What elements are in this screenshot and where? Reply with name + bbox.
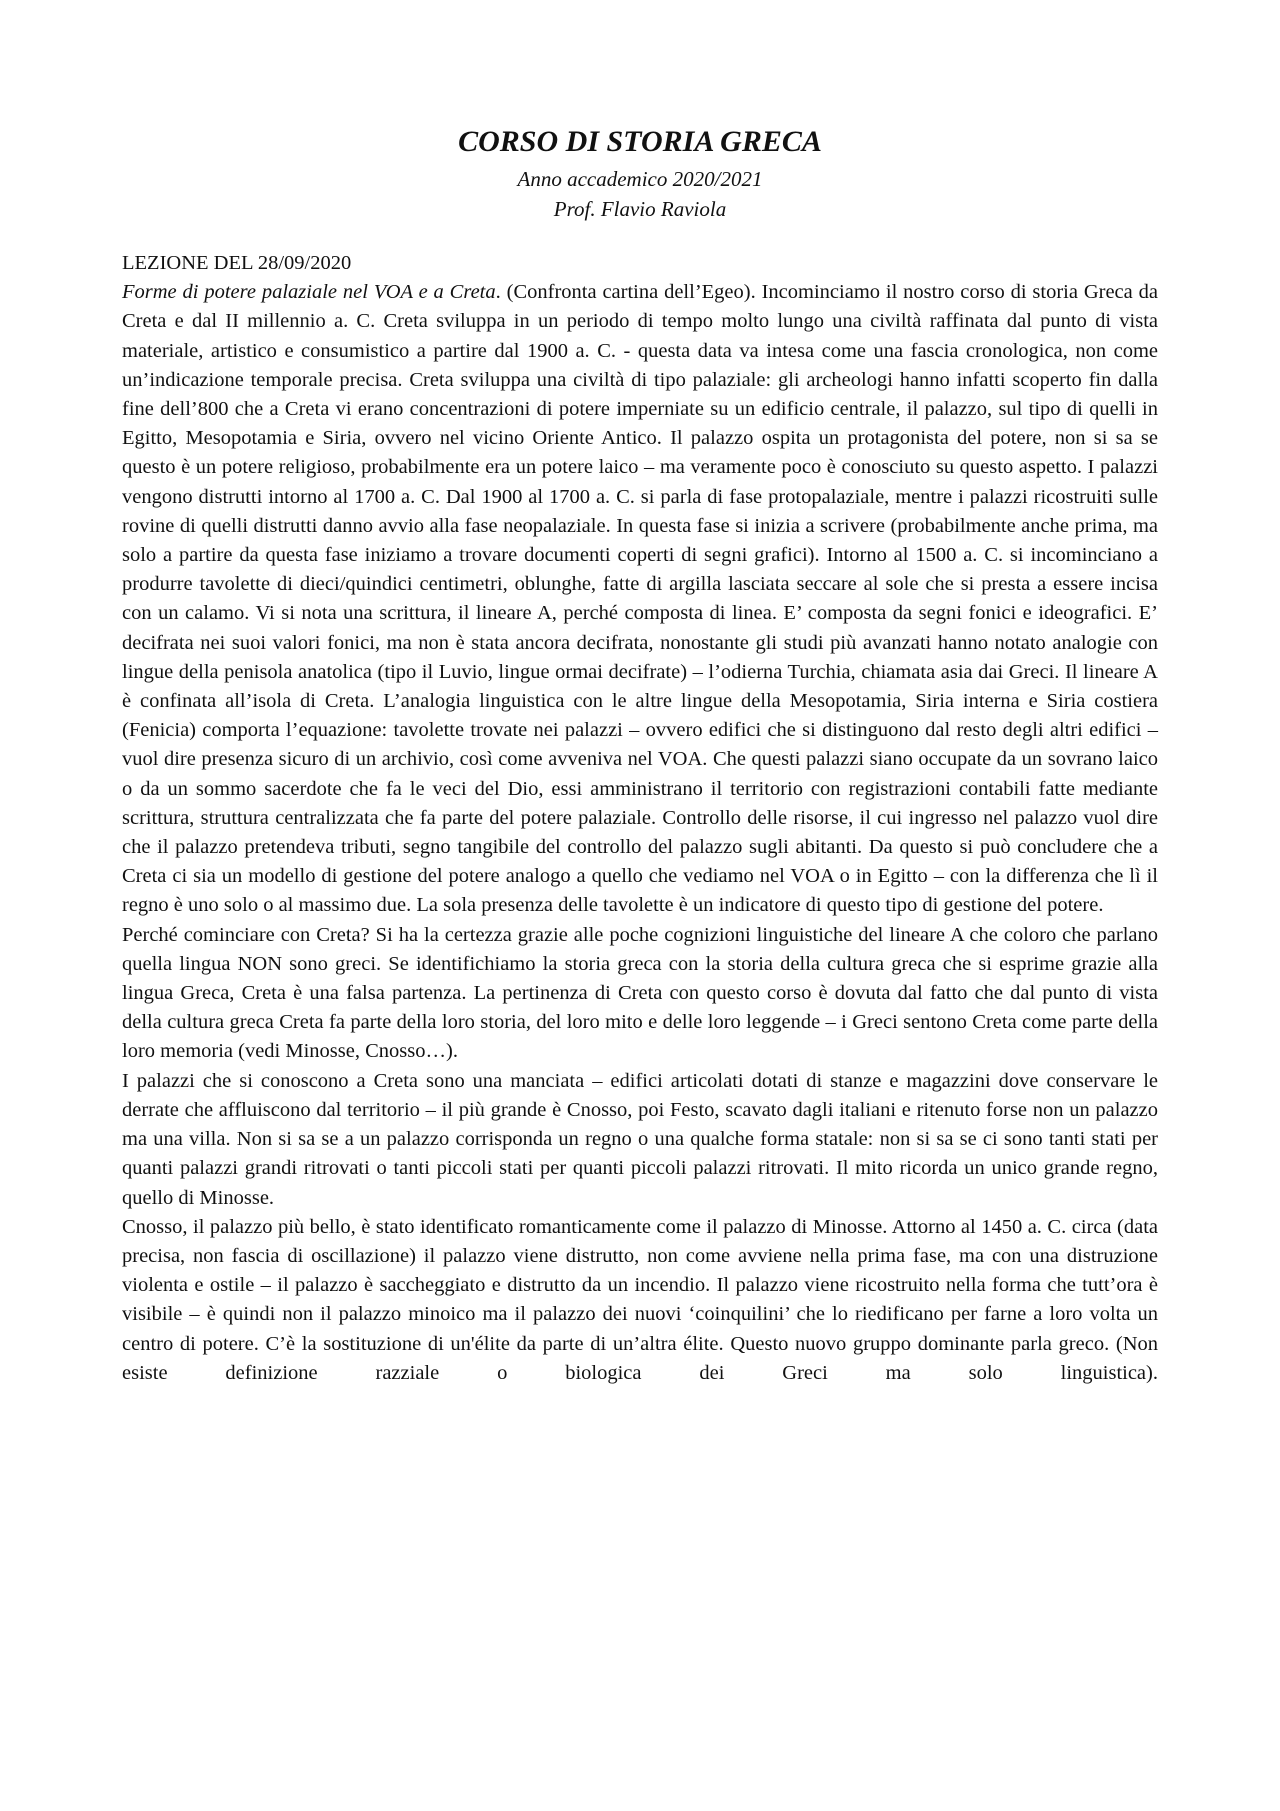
paragraph-2: Perché cominciare con Creta? Si ha la certezza grazie alle poche cognizioni linguistiche del lineare A che coloro che parlano quella lingua NON sono greci. Se identifichiamo la storia greca con la storia della cultura greca che si esprime grazie alla lingua Greca, Creta è una falsa partenza. La pertinenza di Creta con questo corso è dovuta dal fatto che dal punto di vista della cultura greca Creta fa parte della loro storia, del loro mito e delle loro leggende – i Greci sentono Creta come parte della loro memoria (vedi Minosse, Cnosso…).: [122, 923, 1158, 1063]
document-title: CORSO DI STORIA GRECA: [458, 125, 822, 158]
document-header: [0, 120, 1280, 224]
lesson-heading: LEZIONE DEL 28/09/2020: [122, 252, 352, 274]
paragraph-3: I palazzi che si conoscono a Creta sono una manciata – edifici articolati dotati di stanze e magazzini dove conservare le derrate che affluiscono dal territorio – il più grande è Cnosso, poi Festo, scavato dagli italiani e ritenuto forse non un palazzo ma una villa. Non si sa se a un palazzo corrisponda un regno o una qualche forma statale: non si sa se ci sono tanti stati per quanti palazzi grandi ritrovati o tanti piccoli stati per quanti piccoli palazzi ritrovati. Il mito ricorda un unico grande regno, quello di Minosse.: [122, 1069, 1158, 1209]
professor-name: Prof. Flavio Raviola: [553, 197, 727, 221]
paragraph-1-text: . (Confronta cartina dell’Egeo). Incominciamo il nostro corso di storia Greca da Creta e dal II millennio a. C. Creta sviluppa in un periodo di tempo molto lungo una civiltà raffinata dal punto di vista materiale, artistico e consumistico a partire dal 1900 a. C. - questa data va intesa come una fascia cronologica, non come un’indicazione temporale precisa. Creta sviluppa una civiltà di tipo palaziale: gli archeologi hanno infatti scoperto fin dalla fine dell’800 che a Creta vi erano concentrazioni di potere imperniate su un edificio centrale, il palazzo, sul tipo di quelli in Egitto, Mesopotamia e Siria, ovvero nel vicino Oriente Antico. Il palazzo ospita un protagonista del potere, non si sa se questo è un potere religioso, probabilmente era un potere laico – ma veramente poco è conosciuto su questo aspetto. I palazzi vengono distrutti intorno al 1700 a. C. Dal 1900 al 1700 a. C. si parla di fase protopalaziale, mentre i palazzi ricostruiti sulle rovine di quelli distrutti danno avvio alla fase neopalaziale. In questa fase si inizia a scrivere (probabilmente anche prima, ma solo a partire da questa fase iniziamo a trovare documenti coperti di segni grafici). Intorno al 1500 a. C. si incominciano a produrre tavolette di dieci/quindici centimetri, oblunghe, fatte di argilla lasciata seccare al sole che si presta a essere incisa con un calamo. Vi si nota una scrittura, il lineare A, perché composta di linea. E’ composta da segni fonici e ideografici. E’ decifrata nei suoi valori fonici, ma non è stata ancora decifrata, nonostante gli studi più avanzati hanno notato analogie con lingue della penisola anatolica (tipo il Luvio, lingue ormai decifrate) – l’odierna Turchia, chiamata asia dai Greci. Il lineare A è confinata all’isola di Creta. L’analogia linguistica con le altre lingue della Mesopotamia, Siria interna e Siria costiera (Fenicia) comporta l’equazione: tavolette trovate nei palazzi – ovvero edifici che si distinguono dal resto degli altri edifici – vuol dire presenza sicuro di un archivio, così come avveniva nel VOA. Che questi palazzi siano occupate da un sovrano laico o da un sommo sacerdote che fa le veci del Dio, essi amministrano il territorio con registrazioni contabili fatte mediante scrittura, struttura centralizzata che fa parte del potere palaziale. Controllo delle risorse, il cui ingresso nel palazzo vuol dire che il palazzo pretendeva tributi, segno tangibile del controllo del palazzo sugli abitanti. Da questo si può concludere che a Creta ci sia un modello di gestione del potere analogo a quello che vediamo nel VOA o in Egitto – con la differenza che lì il regno è uno solo o al massimo due. La sola presenza delle tavolette è un indicatore di questo tipo di gestione del potere.: [122, 281, 1158, 917]
academic-year: Anno accademico 2020/2021: [517, 167, 763, 191]
paragraph-1: [122, 278, 1158, 920]
paragraph-4: Cnosso, il palazzo più bello, è stato identificato romanticamente come il palazzo di Minosse. Attorno al 1450 a. C. circa (data precisa, non fascia di oscillazione) il palazzo viene distrutto, non come avviene nella prima fase, ma con una distruzione violenta e ostile – il palazzo è saccheggiato e distrutto da un incendio. Il palazzo viene ricostruito nella forma che tutt’ora è visibile – è quindi non il palazzo minoico ma il palazzo dei nuovi ‘coinquilini’ che lo riedificano per farne a loro volta un centro di potere. C’è la sostituzione di un'élite da parte di un’altra élite. Questo nuovo gruppo dominante parla greco. (Non esiste definizione razziale o biologica dei Greci ma solo linguistica).: [122, 1215, 1158, 1384]
paragraph-1-italic-lead: Forme di potere palaziale nel VOA e a Creta: [122, 281, 496, 304]
document-body: [122, 249, 1158, 1388]
